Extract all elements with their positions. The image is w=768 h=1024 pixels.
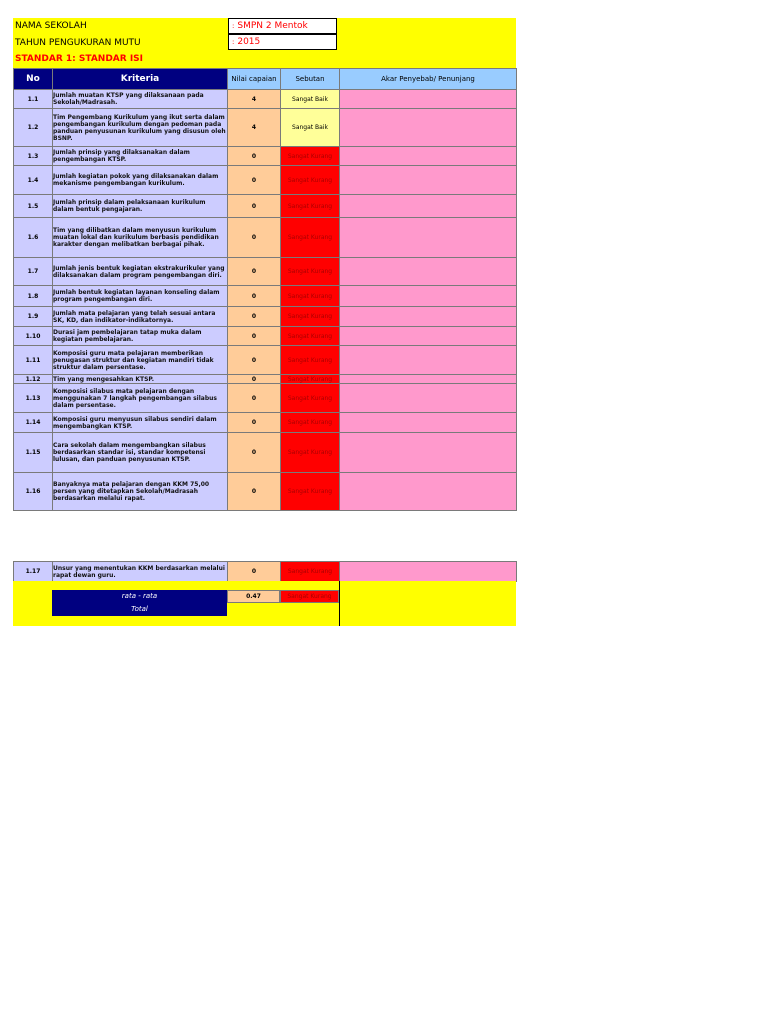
- row-number: 1.16: [14, 473, 53, 511]
- row-akar[interactable]: [340, 109, 517, 147]
- table-row[interactable]: [14, 258, 517, 286]
- table-row[interactable]: [14, 562, 517, 582]
- row-sebutan: Sangat Kurang: [281, 166, 340, 195]
- row-akar[interactable]: [340, 473, 517, 511]
- row-nilai[interactable]: 0: [228, 307, 281, 327]
- col-header-kriteria: Kriteria: [53, 69, 228, 90]
- year-label: TAHUN PENGUKURAN MUTU: [15, 38, 141, 48]
- row-sebutan: Sangat Kurang: [281, 375, 340, 384]
- col-header-nilai: Nilai capaian: [228, 69, 281, 90]
- row-sebutan: Sangat Kurang: [281, 413, 340, 433]
- row-number: 1.14: [14, 413, 53, 433]
- summary-block: [13, 581, 516, 626]
- table-row[interactable]: [14, 147, 517, 166]
- row-kriteria[interactable]: Tim yang mengesahkan KTSP.: [53, 375, 228, 384]
- row-akar[interactable]: [340, 562, 517, 582]
- school-name-label: NAMA SEKOLAH: [15, 21, 87, 31]
- table-body: [14, 90, 517, 511]
- row-akar[interactable]: [340, 218, 517, 258]
- criteria-table: [13, 68, 517, 511]
- table-row[interactable]: [14, 166, 517, 195]
- row-akar[interactable]: [340, 433, 517, 473]
- criteria-table-continued: [13, 561, 517, 582]
- row-akar[interactable]: [340, 147, 517, 166]
- table-header-row: [14, 69, 517, 90]
- row-kriteria[interactable]: Komposisi guru mata pelajaran memberikan penugasan struktur dan kegiatan mandiri tidak struktur dalam persentase.: [53, 346, 228, 375]
- average-value[interactable]: 0.47: [227, 590, 280, 603]
- row-nilai[interactable]: 0: [228, 375, 281, 384]
- row-kriteria[interactable]: Jumlah kegiatan pokok yang dilaksanakan dalam mekanisme pengembangan kurikulum.: [53, 166, 228, 195]
- row-kriteria[interactable]: Jumlah prinsip dalam pelaksanaan kurikulum dalam bentuk pengajaran.: [53, 195, 228, 218]
- row-nilai[interactable]: 4: [228, 90, 281, 109]
- row-nilai[interactable]: 0: [228, 384, 281, 413]
- row-nilai[interactable]: 0: [228, 258, 281, 286]
- row-kriteria[interactable]: Jumlah jenis bentuk kegiatan ekstrakurikuler yang dilaksanakan dalam program pengembangan diri.: [53, 258, 228, 286]
- row-akar[interactable]: [340, 286, 517, 307]
- row-kriteria[interactable]: Jumlah prinsip yang dilaksanakan dalam pengembangan KTSP.: [53, 147, 228, 166]
- row-kriteria[interactable]: Jumlah bentuk kegiatan layanan konseling dalam program pengembangan diri.: [53, 286, 228, 307]
- row-akar[interactable]: [340, 166, 517, 195]
- separator: :: [232, 38, 235, 46]
- row-number: 1.12: [14, 375, 53, 384]
- table-row[interactable]: [14, 286, 517, 307]
- school-name-value: SMPN 2 Mentok: [237, 21, 308, 31]
- row-akar[interactable]: [340, 413, 517, 433]
- row-sebutan: Sangat Kurang: [281, 327, 340, 346]
- header-band: [13, 18, 516, 68]
- row-kriteria[interactable]: Jumlah mata pelajaran yang telah sesuai antara SK, KD, dan indikator-indikatornya.: [53, 307, 228, 327]
- table-row[interactable]: [14, 90, 517, 109]
- row-kriteria[interactable]: Komposisi silabus mata pelajaran dengan menggunakan 7 langkah pengembangan silabus dalam persentase.: [53, 384, 228, 413]
- row-sebutan: Sangat Kurang: [281, 562, 340, 582]
- standard-title: STANDAR 1: STANDAR ISI: [15, 54, 144, 64]
- col-header-sebutan: Sebutan: [281, 69, 340, 90]
- table-row[interactable]: [14, 375, 517, 384]
- row-sebutan: Sangat Kurang: [281, 195, 340, 218]
- row-sebutan: Sangat Kurang: [281, 147, 340, 166]
- row-number: 1.17: [14, 562, 53, 582]
- row-sebutan: Sangat Kurang: [281, 258, 340, 286]
- row-nilai[interactable]: 0: [228, 327, 281, 346]
- row-nilai[interactable]: 4: [228, 109, 281, 147]
- row-sebutan: Sangat Kurang: [281, 433, 340, 473]
- row-number: 1.7: [14, 258, 53, 286]
- table-row[interactable]: [14, 327, 517, 346]
- row-number: 1.4: [14, 166, 53, 195]
- row-sebutan: Sangat Kurang: [281, 286, 340, 307]
- row-akar[interactable]: [340, 384, 517, 413]
- row-number: 1.11: [14, 346, 53, 375]
- row-nilai[interactable]: 0: [228, 147, 281, 166]
- col-header-akar: Akar Penyebab/ Penunjang: [340, 69, 517, 90]
- year-cell[interactable]: [228, 34, 337, 50]
- row-kriteria[interactable]: Jumlah muatan KTSP yang dilaksanaan pada Sekolah/Madrasah.: [53, 90, 228, 109]
- row-sebutan: Sangat Kurang: [281, 218, 340, 258]
- row-kriteria[interactable]: Cara sekolah dalam mengembangkan silabus berdasarkan standar isi, standar kompetensi lulusan, dan panduan penyusunan KTSP.: [53, 433, 228, 473]
- row-number: 1.15: [14, 433, 53, 473]
- row-kriteria[interactable]: Tim yang dilibatkan dalam menyusun kurikulum muatan lokal dan kurikulum berbasis pendidikan karakter dengan melibatkan berbagai pihak.: [53, 218, 228, 258]
- row-akar[interactable]: [340, 327, 517, 346]
- row-kriteria[interactable]: Durasi jam pembelajaran tatap muka dalam kegiatan pembelajaran.: [53, 327, 228, 346]
- row-akar[interactable]: [340, 307, 517, 327]
- total-label: Total: [52, 603, 227, 616]
- year-value: 2015: [237, 37, 261, 47]
- row-kriteria[interactable]: Unsur yang menentukan KKM berdasarkan melalui rapat dewan guru.: [53, 562, 228, 582]
- row-akar[interactable]: [340, 258, 517, 286]
- table-row[interactable]: [14, 473, 517, 511]
- table-row[interactable]: [14, 384, 517, 413]
- row-number: 1.8: [14, 286, 53, 307]
- row-nilai[interactable]: 0: [228, 286, 281, 307]
- table-row[interactable]: [14, 346, 517, 375]
- row-sebutan: Sangat Kurang: [281, 346, 340, 375]
- average-label: rata - rata: [52, 590, 227, 603]
- row-akar[interactable]: [340, 346, 517, 375]
- row-sebutan: Sangat Baik: [281, 109, 340, 147]
- row-nilai[interactable]: 0: [228, 433, 281, 473]
- row-number: 1.3: [14, 147, 53, 166]
- row-akar[interactable]: [340, 90, 517, 109]
- col-header-no: No: [14, 69, 53, 90]
- school-name-cell[interactable]: [228, 18, 337, 34]
- row-nilai[interactable]: 0: [228, 166, 281, 195]
- row-number: 1.5: [14, 195, 53, 218]
- row-number: 1.1: [14, 90, 53, 109]
- row-number: 1.10: [14, 327, 53, 346]
- row-nilai[interactable]: 0: [228, 413, 281, 433]
- table-row[interactable]: [14, 218, 517, 258]
- row-kriteria[interactable]: Komposisi guru menyusun silabus sendiri dalam mengembangkan KTSP.: [53, 413, 228, 433]
- row-akar[interactable]: [340, 375, 517, 384]
- separator: :: [232, 22, 235, 30]
- table-row[interactable]: [14, 109, 517, 147]
- table-row[interactable]: [14, 195, 517, 218]
- row-kriteria[interactable]: Banyaknya mata pelajaran dengan KKM 75,00 persen yang ditetapkan Sekolah/Madrasah berdasarkan melalui rapat.: [53, 473, 228, 511]
- row-sebutan: Sangat Kurang: [281, 473, 340, 511]
- column-divider: [339, 581, 340, 626]
- table-row[interactable]: [14, 433, 517, 473]
- table-row[interactable]: [14, 413, 517, 433]
- row-nilai[interactable]: 0: [228, 218, 281, 258]
- row-number: 1.9: [14, 307, 53, 327]
- table-row[interactable]: [14, 307, 517, 327]
- row-nilai[interactable]: 0: [228, 346, 281, 375]
- row-akar[interactable]: [340, 195, 517, 218]
- row-nilai[interactable]: 0: [228, 195, 281, 218]
- average-sebutan: Sangat Kurang: [280, 590, 339, 603]
- row-nilai[interactable]: 0: [228, 473, 281, 511]
- row-number: 1.13: [14, 384, 53, 413]
- row-number: 1.2: [14, 109, 53, 147]
- row-kriteria[interactable]: Tim Pengembang Kurikulum yang ikut serta dalam pengembangan kurikulum dengan pedoman pada panduan penyusunan kurikulum yang disusun oleh BSNP.: [53, 109, 228, 147]
- row-sebutan: Sangat Kurang: [281, 307, 340, 327]
- row-sebutan: Sangat Baik: [281, 90, 340, 109]
- row-sebutan: Sangat Kurang: [281, 384, 340, 413]
- row-number: 1.6: [14, 218, 53, 258]
- row-nilai[interactable]: 0: [228, 562, 281, 582]
